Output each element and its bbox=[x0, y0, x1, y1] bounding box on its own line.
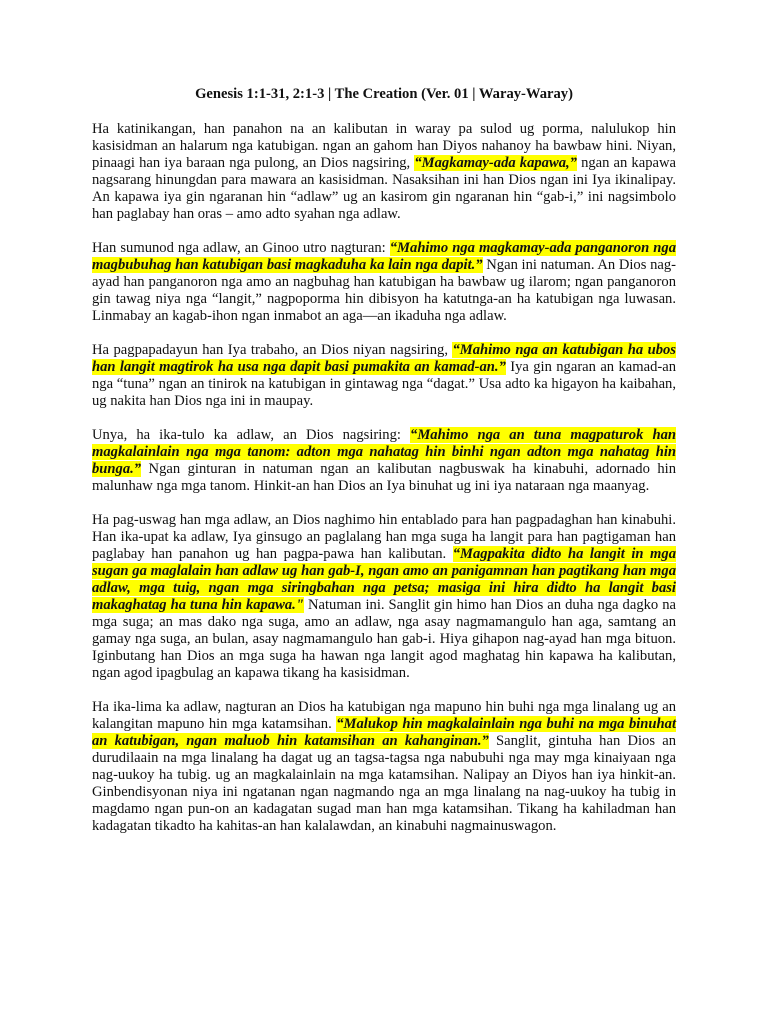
document-title: Genesis 1:1-31, 2:1-3 | The Creation (Ver. 01 | Waray-Waray) bbox=[195, 86, 573, 102]
paragraph-3 bbox=[92, 342, 676, 410]
paragraph-text: Ha pag-uswag han mga adlaw, an Dios naghimo hin entablado para han pagpadaghan han kinabuhi. Han ika-upat ka adlaw, Iya ginsugo an paglalang han mga suga ha langit para han pagtigaman han paglabay han panahon ug han pagpa-pawa han kalibutan. bbox=[92, 512, 676, 562]
paragraph-text: Ngan ini natuman. An Dios nag-ayad han panganoron nga amo an nagbuhag han katubigan ha bawbaw ug ilarom; ngan panganoron gin tawag niya nga “langit,” nagpoporma hin dibisyon ha katutnga-an ha katubigan nga luwasan. Linmabay an kagab-ihon ngan inmabot an aga—an ikaduha nga adlaw. bbox=[92, 257, 676, 324]
highlighted-quote: “Magpakita didto ha langit in mga sugan ga maglalain han adlaw ug han gab-I, ngan amo an panigamnan han pagtikang han mga adlaw, mga tuig, ngan mga siringbahan nga petsa; masiga ini hira didto ha langit basi makaghatag ha tuna hin kapawa." bbox=[92, 546, 676, 613]
paragraph-text: Sanglit, gintuha han Dios an durudilaain na mga linalang ha dagat ug an tagsa-tagsa nga nabubuhi nga may mga kinaiyaan nga nag-uukoy ha tubig. ug an magkalainlain na mga katamsihan. Nalipay an Diyos han iya hinkit-an. Ginbendisyonan niya ini ngatanan ngan nagmando nga an mga linalang na nag-uukoy ha tubig in magdamo ngan pun-on an kadagatan sugad man han mga katamsihan. Tikang ha kahiladman han kadagatan tikadto ha kahitas-an han kalalawdan, an kinabuhi nagmainuswagon. bbox=[92, 733, 676, 834]
paragraph-text: ngan an kapawa nagsarang hinungdan para mawara an kasisidman. Nasaksihan ini han Dios ngan ini Iya ikinalipay. An kapawa iya gin ngaranan hin “adlaw” ug an kasirom gin ngaranan hin “gab-i,” ini nagsimbolo han paglabay han oras – amo adto syahan nga adlaw. bbox=[92, 155, 676, 222]
paragraph-5 bbox=[92, 512, 676, 682]
paragraph-2 bbox=[92, 240, 676, 325]
paragraph-text: Ha katinikangan, han panahon na an kalibutan in waray pa sulod ug porma, nalulukop hin kasisidman an halarum nga katubigan. ngan an gahom han Diyos nahanoy ha bawbaw hini. Niyan, pinaagi han iya baraan nga pulong, an Dios nagsiring, bbox=[92, 121, 676, 171]
paragraph-text: Han sumunod nga adlaw, an Ginoo utro nagturan: bbox=[92, 240, 390, 256]
paragraph-text: Ngan ginturan in natuman ngan an kalibutan nagbuswak ha kinabuhi, adornado hin malunhaw nga mga tanom. Hinkit-an han Dios an Iya binuhat ug ini iya nataraan nga maanyag. bbox=[92, 461, 676, 494]
highlighted-quote: “Malukop hin magkalainlain nga buhi na mga binuhat an katubigan, ngan maluob hin katamsihan an kahanginan.” bbox=[92, 716, 676, 749]
highlighted-quote: “Mahimo nga an tuna magpaturok han magkalainlain nga mga tanom: adton mga nahatag hin binhi ngan adton mga nahatag hin bunga.” bbox=[92, 427, 676, 477]
highlighted-quote: “Mahimo nga magkamay-ada panganoron nga magbubuhag han katubigan basi magkaduha ka lain nga dapit.” bbox=[92, 240, 676, 273]
highlighted-quote: “Magkamay-ada kapawa,” bbox=[414, 155, 577, 171]
paragraph-4 bbox=[92, 427, 676, 495]
highlighted-quote: “Mahimo nga an katubigan ha ubos han langit magtirok ha usa nga dapit basi pumakita an kamad-an.” bbox=[92, 342, 676, 375]
paragraph-text: Ha ika-lima ka adlaw, nagturan an Dios ha katubigan nga mapuno hin buhi nga mga linalang ug an kalangitan mapuno hin mga katamsihan. bbox=[92, 699, 676, 732]
paragraph-6 bbox=[92, 699, 676, 835]
paragraph-text: Ha pagpapadayun han Iya trabaho, an Dios niyan nagsiring, bbox=[92, 342, 453, 358]
paragraph-1 bbox=[92, 121, 676, 223]
paragraph-text: Unya, ha ika-tulo ka adlaw, an Dios nagsiring: bbox=[92, 427, 411, 443]
paragraph-text: Iya gin ngaran an kamad-an nga “tuna” ngan an tinirok na katubigan in gintawag nga “dagat.” Usa adto ka higayon ha kaibahan, ug nakita han Dios nga ini in maupay. bbox=[92, 359, 676, 409]
paragraph-text: Natuman ini. Sanglit gin himo han Dios an duha nga dagko na mga suga; an mas dako nga suga, amo an adlaw, nga asay nagmamangulo han aga, samtang an gamay nga suga, an bulan, asay nagmamangulo han gab-i. Hiya gihapon nag-ayad han mga bituon. Iginbutang han Dios an mga suga ha hawan nga langit agod maghatag hin kapawa ha kalibutan, ngan agod ipagbulag an kapawa tikang ha kasisidman. bbox=[92, 597, 677, 681]
